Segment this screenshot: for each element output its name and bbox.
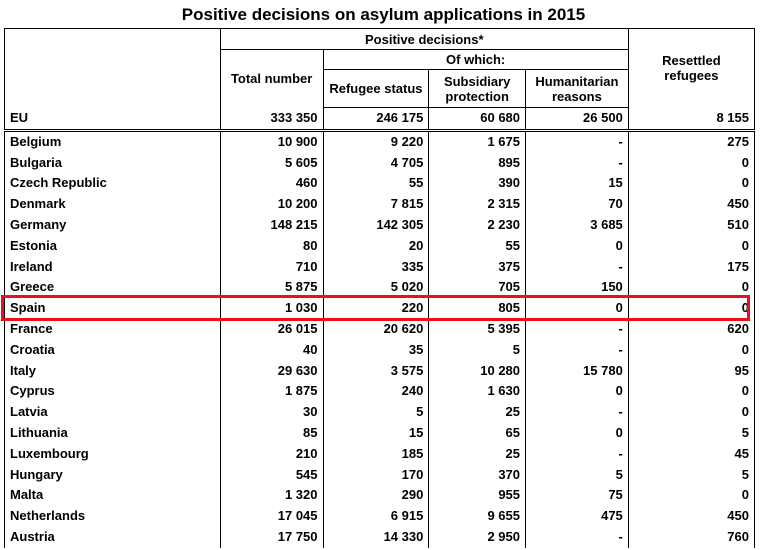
cell-subsidiary: 2 950: [429, 527, 526, 548]
cell-subsidiary: 705: [429, 277, 526, 298]
table-row: [5, 444, 755, 465]
cell-resettled: 0: [628, 236, 754, 257]
cell-refugee: 220: [323, 298, 429, 319]
cell-total: 333 350: [220, 108, 323, 131]
cell-resettled: 0: [628, 153, 754, 174]
row-name: EU: [5, 108, 221, 131]
cell-subsidiary: 1 630: [429, 381, 526, 402]
table-row: [5, 506, 755, 527]
table-row: [5, 423, 755, 444]
cell-resettled: 8 155: [628, 108, 754, 131]
cell-resettled: 0: [628, 402, 754, 423]
row-name: Greece: [5, 277, 221, 298]
table-row: [5, 361, 755, 382]
table-row: [5, 485, 755, 506]
row-name: Germany: [5, 215, 221, 236]
cell-resettled: 45: [628, 444, 754, 465]
cell-total: 17 750: [220, 527, 323, 548]
cell-total: 148 215: [220, 215, 323, 236]
cell-resettled: 0: [628, 485, 754, 506]
cell-total: 545: [220, 465, 323, 486]
subsidiary-protection-header: Subsidiary protection: [429, 70, 526, 108]
cell-subsidiary: 55: [429, 236, 526, 257]
table-row: [5, 298, 755, 319]
table-row: [5, 465, 755, 486]
cell-refugee: 55: [323, 173, 429, 194]
cell-subsidiary: 2 315: [429, 194, 526, 215]
cell-resettled: 450: [628, 194, 754, 215]
row-name: Italy: [5, 361, 221, 382]
cell-resettled: 175: [628, 257, 754, 278]
row-name: Croatia: [5, 340, 221, 361]
cell-resettled: 620: [628, 319, 754, 340]
cell-refugee: 3 575: [323, 361, 429, 382]
cell-resettled: 95: [628, 361, 754, 382]
cell-refugee: 15: [323, 423, 429, 444]
cell-resettled: 275: [628, 130, 754, 152]
row-name: Ireland: [5, 257, 221, 278]
total-number-header: Total number: [220, 50, 323, 108]
cell-total: 40: [220, 340, 323, 361]
cell-subsidiary: 25: [429, 444, 526, 465]
refugee-status-header: Refugee status: [323, 70, 429, 108]
cell-total: 10 200: [220, 194, 323, 215]
cell-total: 5 875: [220, 277, 323, 298]
cell-humanitarian: 0: [526, 381, 629, 402]
cell-subsidiary: 5: [429, 340, 526, 361]
row-name: Czech Republic: [5, 173, 221, 194]
cell-humanitarian: 15: [526, 173, 629, 194]
page-title: Positive decisions on asylum applications in 2015: [181, 5, 586, 24]
cell-humanitarian: -: [526, 527, 629, 548]
cell-humanitarian: -: [526, 257, 629, 278]
cell-total: 1 320: [220, 485, 323, 506]
cell-total: 30: [220, 402, 323, 423]
cell-subsidiary: 65: [429, 423, 526, 444]
cell-refugee: 4 705: [323, 153, 429, 174]
cell-subsidiary: 805: [429, 298, 526, 319]
row-name: Austria: [5, 527, 221, 548]
cell-refugee: 5 020: [323, 277, 429, 298]
cell-total: 26 015: [220, 319, 323, 340]
cell-total: 10 900: [220, 130, 323, 152]
table-row: [5, 319, 755, 340]
cell-subsidiary: 955: [429, 485, 526, 506]
cell-refugee: 35: [323, 340, 429, 361]
cell-subsidiary: 10 280: [429, 361, 526, 382]
cell-resettled: 0: [628, 340, 754, 361]
row-name: Latvia: [5, 402, 221, 423]
cell-humanitarian: 0: [526, 423, 629, 444]
cell-humanitarian: 15 780: [526, 361, 629, 382]
table-row: [5, 215, 755, 236]
cell-total: 17 045: [220, 506, 323, 527]
cell-humanitarian: -: [526, 130, 629, 152]
row-name: Denmark: [5, 194, 221, 215]
cell-resettled: 0: [628, 298, 754, 319]
cell-total: 5 605: [220, 153, 323, 174]
cell-refugee: 185: [323, 444, 429, 465]
table-row: [5, 381, 755, 402]
cell-refugee: 6 915: [323, 506, 429, 527]
cell-refugee: 9 220: [323, 130, 429, 152]
cell-total: 29 630: [220, 361, 323, 382]
cell-subsidiary: 25: [429, 402, 526, 423]
cell-refugee: 246 175: [323, 108, 429, 131]
cell-resettled: 5: [628, 465, 754, 486]
cell-refugee: 14 330: [323, 527, 429, 548]
table-row: [5, 527, 755, 548]
cell-subsidiary: 2 230: [429, 215, 526, 236]
cell-refugee: 142 305: [323, 215, 429, 236]
resettled-refugees-header: Resettled refugees: [628, 29, 754, 108]
cell-humanitarian: 75: [526, 485, 629, 506]
cell-resettled: 5: [628, 423, 754, 444]
table-row: [5, 277, 755, 298]
table-row: [5, 153, 755, 174]
cell-resettled: 0: [628, 173, 754, 194]
cell-resettled: 0: [628, 381, 754, 402]
cell-refugee: 240: [323, 381, 429, 402]
row-name: Spain: [5, 298, 221, 319]
cell-total: 80: [220, 236, 323, 257]
cell-refugee: 20: [323, 236, 429, 257]
row-name: Malta: [5, 485, 221, 506]
cell-subsidiary: 1 675: [429, 130, 526, 152]
cell-subsidiary: 375: [429, 257, 526, 278]
cell-subsidiary: 895: [429, 153, 526, 174]
cell-subsidiary: 390: [429, 173, 526, 194]
table-row: [5, 236, 755, 257]
cell-total: 85: [220, 423, 323, 444]
cell-refugee: 7 815: [323, 194, 429, 215]
cell-refugee: 290: [323, 485, 429, 506]
row-name: Cyprus: [5, 381, 221, 402]
cell-resettled: 0: [628, 277, 754, 298]
cell-subsidiary: 9 655: [429, 506, 526, 527]
positive-decisions-header: Positive decisions*: [220, 29, 628, 50]
table-row: [5, 257, 755, 278]
cell-total: 460: [220, 173, 323, 194]
cell-resettled: 510: [628, 215, 754, 236]
row-name: Bulgaria: [5, 153, 221, 174]
cell-total: 1 875: [220, 381, 323, 402]
cell-total: 210: [220, 444, 323, 465]
table-row: [5, 130, 755, 152]
row-name: Luxembourg: [5, 444, 221, 465]
cell-humanitarian: 0: [526, 298, 629, 319]
cell-humanitarian: 475: [526, 506, 629, 527]
row-name: Belgium: [5, 130, 221, 152]
cell-resettled: 760: [628, 527, 754, 548]
cell-resettled: 450: [628, 506, 754, 527]
row-name: Netherlands: [5, 506, 221, 527]
row-name: Hungary: [5, 465, 221, 486]
cell-refugee: 170: [323, 465, 429, 486]
cell-subsidiary: 5 395: [429, 319, 526, 340]
cell-humanitarian: -: [526, 402, 629, 423]
cell-total: 1 030: [220, 298, 323, 319]
cell-humanitarian: -: [526, 153, 629, 174]
table-row: [5, 194, 755, 215]
cell-humanitarian: 150: [526, 277, 629, 298]
table-row: [5, 340, 755, 361]
cell-humanitarian: 5: [526, 465, 629, 486]
cell-refugee: 20 620: [323, 319, 429, 340]
table-row: [5, 402, 755, 423]
cell-humanitarian: 70: [526, 194, 629, 215]
asylum-decisions-table: [4, 28, 755, 548]
cell-humanitarian: 0: [526, 236, 629, 257]
row-name: Estonia: [5, 236, 221, 257]
cell-humanitarian: -: [526, 319, 629, 340]
cell-refugee: 5: [323, 402, 429, 423]
country-header: [5, 29, 221, 108]
cell-refugee: 335: [323, 257, 429, 278]
cell-humanitarian: -: [526, 340, 629, 361]
cell-subsidiary: 370: [429, 465, 526, 486]
row-name: France: [5, 319, 221, 340]
of-which-header: Of which:: [323, 50, 628, 70]
cell-humanitarian: 26 500: [526, 108, 629, 131]
cell-humanitarian: 3 685: [526, 215, 629, 236]
cell-total: 710: [220, 257, 323, 278]
table-row-eu: [5, 108, 755, 131]
cell-subsidiary: 60 680: [429, 108, 526, 131]
row-name: Lithuania: [5, 423, 221, 444]
cell-humanitarian: -: [526, 444, 629, 465]
table-row: [5, 173, 755, 194]
humanitarian-reasons-header: Humanitarian reasons: [526, 70, 629, 108]
